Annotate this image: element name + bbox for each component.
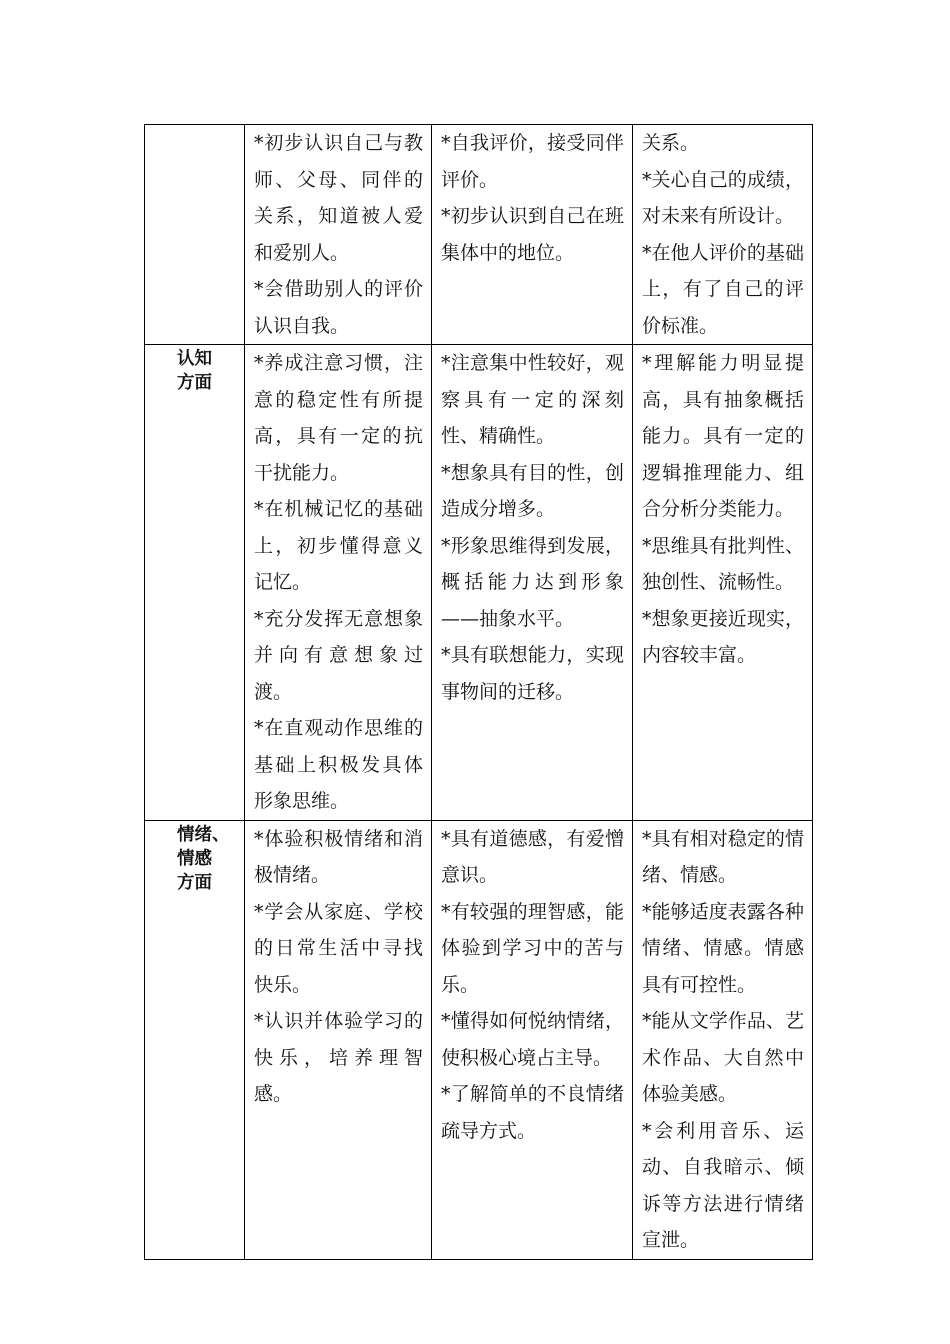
category-label: 方面 [177, 872, 212, 893]
list-item: 关系。 [642, 132, 700, 154]
list-item: *具有联想能力，实现事物间的迁移。 [441, 644, 624, 703]
development-table [144, 124, 813, 1260]
list-item: *在直观动作思维的基础上积极发具体形象思维。 [254, 717, 423, 812]
table-row [145, 345, 813, 821]
list-item: *具有相对稳定的情绪、情感。 [642, 827, 804, 886]
stage-1-cell [245, 345, 432, 821]
list-item: *形象思维得到发展，概括能力达到形象——抽象水平。 [441, 534, 624, 630]
list-item: *充分发挥无意想象并向有意想象过渡。 [254, 607, 423, 703]
category-label: 情绪、 [177, 824, 230, 845]
stage-2-cell [432, 345, 633, 821]
table-row [145, 820, 813, 1259]
list-item: *关心自己的成绩，对未来有所设计。 [642, 168, 804, 227]
list-item: *能从文学作品、艺术作品、大自然中体验美感。 [642, 1010, 804, 1105]
list-item: *想象具有目的性，创造成分增多。 [441, 461, 624, 520]
list-item: *了解简单的不良情绪疏导方式。 [441, 1083, 624, 1142]
list-item: *在他人评价的基础上，有了自己的评价标准。 [642, 241, 804, 337]
list-item: *初步认识到自己在班集体中的地位。 [441, 205, 624, 264]
table-row [145, 125, 813, 345]
stage-3-cell [633, 125, 813, 345]
list-item: *注意集中性较好，观察具有一定的深刻性、精确性。 [441, 352, 624, 447]
category-label: 认知 [177, 349, 212, 369]
list-item: *有较强的理智感，能体验到学习中的苦与乐。 [441, 900, 624, 996]
list-item: *体验积极情绪和消极情绪。 [254, 827, 423, 886]
list-item: *自我评价，接受同伴评价。 [441, 132, 624, 191]
stage-3-cell [633, 345, 813, 821]
stage-3-cell [633, 820, 813, 1259]
category-label: 方面 [177, 373, 212, 393]
list-item: *认识并体验学习的快乐，培养理智感。 [254, 1010, 423, 1105]
category-label: 情感 [177, 848, 212, 869]
category-cell [145, 125, 245, 345]
category-cell [145, 345, 245, 821]
list-item: *理解能力明显提高，具有抽象概括能力。具有一定的逻辑推理能力、组合分析分类能力。 [642, 352, 804, 520]
list-item: *会利用音乐、运动、自我暗示、倾诉等方法进行情绪宣泄。 [642, 1119, 804, 1251]
list-item: *会借助别人的评价认识自我。 [254, 278, 423, 337]
list-item: *思维具有批判性、独创性、流畅性。 [642, 534, 804, 593]
stage-2-cell [432, 820, 633, 1259]
list-item: *在机械记忆的基础上，初步懂得意义记忆。 [254, 498, 423, 593]
stage-1-cell [245, 125, 432, 345]
list-item: *想象更接近现实，内容较丰富。 [642, 607, 804, 666]
list-item: *养成注意习惯，注意的稳定性有所提高，具有一定的抗干扰能力。 [254, 352, 423, 484]
list-item: *懂得如何悦纳情绪，使积极心境占主导。 [441, 1010, 624, 1069]
stage-1-cell [245, 820, 432, 1259]
list-item: *能够适度表露各种情绪、情感。情感具有可控性。 [642, 900, 804, 996]
list-item: *具有道德感，有爱憎意识。 [441, 827, 624, 886]
category-cell [145, 820, 245, 1259]
stage-2-cell [432, 125, 633, 345]
list-item: *初步认识自己与教师、父母、同伴的关系，知道被人爱和爱别人。 [254, 132, 423, 264]
list-item: *学会从家庭、学校的日常生活中寻找快乐。 [254, 900, 423, 996]
